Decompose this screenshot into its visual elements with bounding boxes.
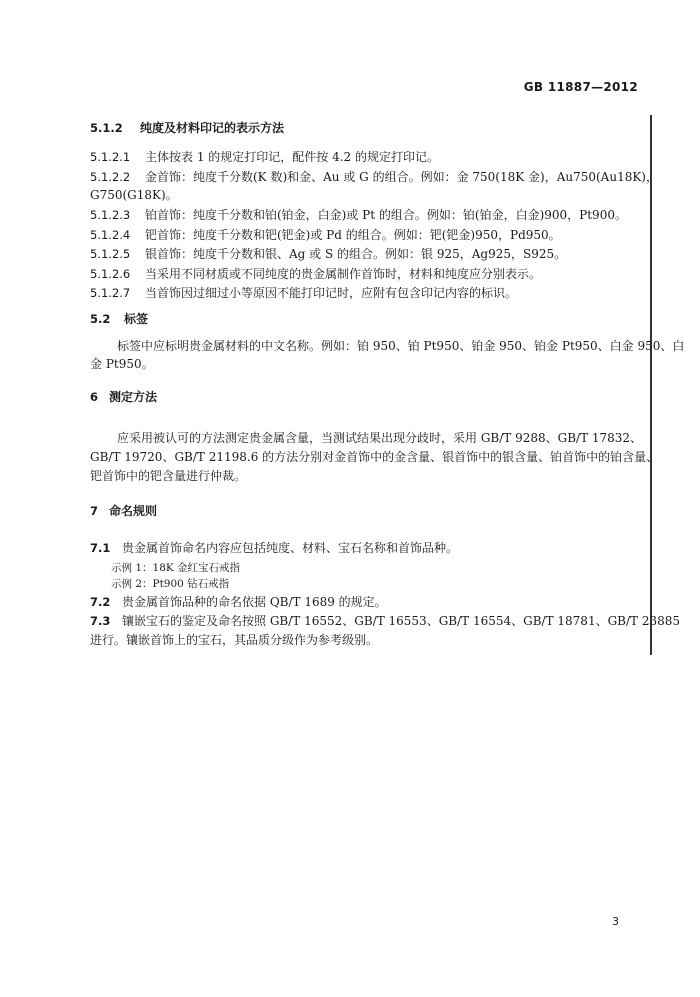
margin-line — [650, 115, 652, 655]
item-text: 钯首饰：纯度千分数和钯(钯金)或 Pd 的组合。例如：钯(钯金)950，Pd950。 — [145, 228, 561, 242]
item-number: 5.1.2.2 — [90, 170, 131, 184]
item-text: 银首饰：纯度千分数和银、Ag 或 S 的组合。例如：银 925，Ag925，S925。 — [145, 247, 567, 261]
section-title-5-1-2: 纯度及材料印记的表示方法 — [140, 121, 285, 135]
item-text-continuation: G750(G18K)。 — [90, 188, 178, 202]
clause-number-7-3: 7.3 — [90, 614, 111, 628]
item-number: 5.1.2.1 — [90, 150, 131, 164]
item-text: 主体按表 1 的规定打印记，配件按 4.2 的规定打印记。 — [145, 150, 439, 164]
paragraph-line: 钯首饰中的钯含量进行仲裁。 — [90, 469, 247, 483]
page-number: 3 — [612, 915, 619, 928]
section-title-5-2: 标签 — [124, 312, 149, 326]
paragraph-line: GB/T 19720、GB/T 21198.6 的方法分别对金首饰中的金含量、银首饰中的银含量、铂首饰中的铂含量、 — [90, 450, 659, 464]
item-number: 5.1.2.4 — [90, 228, 131, 242]
clause-text-7-2: 贵金属首饰品种的命名依据 QB/T 1689 的规定。 — [122, 595, 387, 609]
paragraph-line: 标签中应标明贵金属材料的中文名称。例如：铂 950、铂 Pt950、铂金 950、铂金 Pt950、白金 950、白 — [117, 339, 685, 353]
section-number-6: 6 — [90, 390, 99, 404]
item-number: 5.1.2.3 — [90, 208, 131, 222]
section-title-7: 命名规则 — [109, 504, 158, 518]
item-text: 铂首饰：纯度千分数和铂(铂金，白金)或 Pt 的组合。例如：铂(铂金，白金)900，Pt900。 — [145, 208, 627, 222]
clause-text-7-1: 贵金属首饰命名内容应包括纯度、材料、宝石名称和首饰品种。 — [122, 541, 459, 555]
item-number: 5.1.2.5 — [90, 247, 131, 261]
clause-text-7-3: 镶嵌宝石的鉴定及命名按照 GB/T 16552、GB/T 16553、GB/T 16554、GB/T 18781、GB/T 23885 — [122, 614, 681, 628]
example-2: 示例 2：Pt900 钻石戒指 — [111, 578, 230, 590]
standard-code: GB 11887—2012 — [523, 80, 638, 94]
paragraph-line: 金 Pt950。 — [90, 357, 154, 371]
section-number-5-1-2: 5.1.2 — [90, 121, 123, 135]
item-number: 5.1.2.6 — [90, 267, 131, 281]
clause-text-7-3-continuation: 进行。镶嵌首饰上的宝石，其品质分级作为参考级别。 — [90, 633, 379, 647]
paragraph-line: 应采用被认可的方法测定贵金属含量，当测试结果出现分歧时，采用 GB/T 9288、GB/T 17832、 — [117, 431, 643, 445]
section-title-6: 测定方法 — [109, 390, 158, 404]
item-text: 当首饰因过细过小等原因不能打印记时，应附有包含印记内容的标识。 — [145, 286, 518, 300]
item-text: 金首饰：纯度千分数(K 数)和金、Au 或 G 的组合。例如：金 750(18K 金)，Au750(Au18K)， — [145, 170, 658, 184]
item-text: 当采用不同材质或不同纯度的贵金属制作首饰时，材料和纯度应分别表示。 — [145, 267, 542, 281]
clause-number-7-2: 7.2 — [90, 595, 111, 609]
item-number: 5.1.2.7 — [90, 286, 131, 300]
section-number-7: 7 — [90, 504, 99, 518]
clause-number-7-1: 7.1 — [90, 541, 111, 555]
section-number-5-2: 5.2 — [90, 312, 111, 326]
example-1: 示例 1：18K 金红宝石戒指 — [111, 562, 241, 574]
